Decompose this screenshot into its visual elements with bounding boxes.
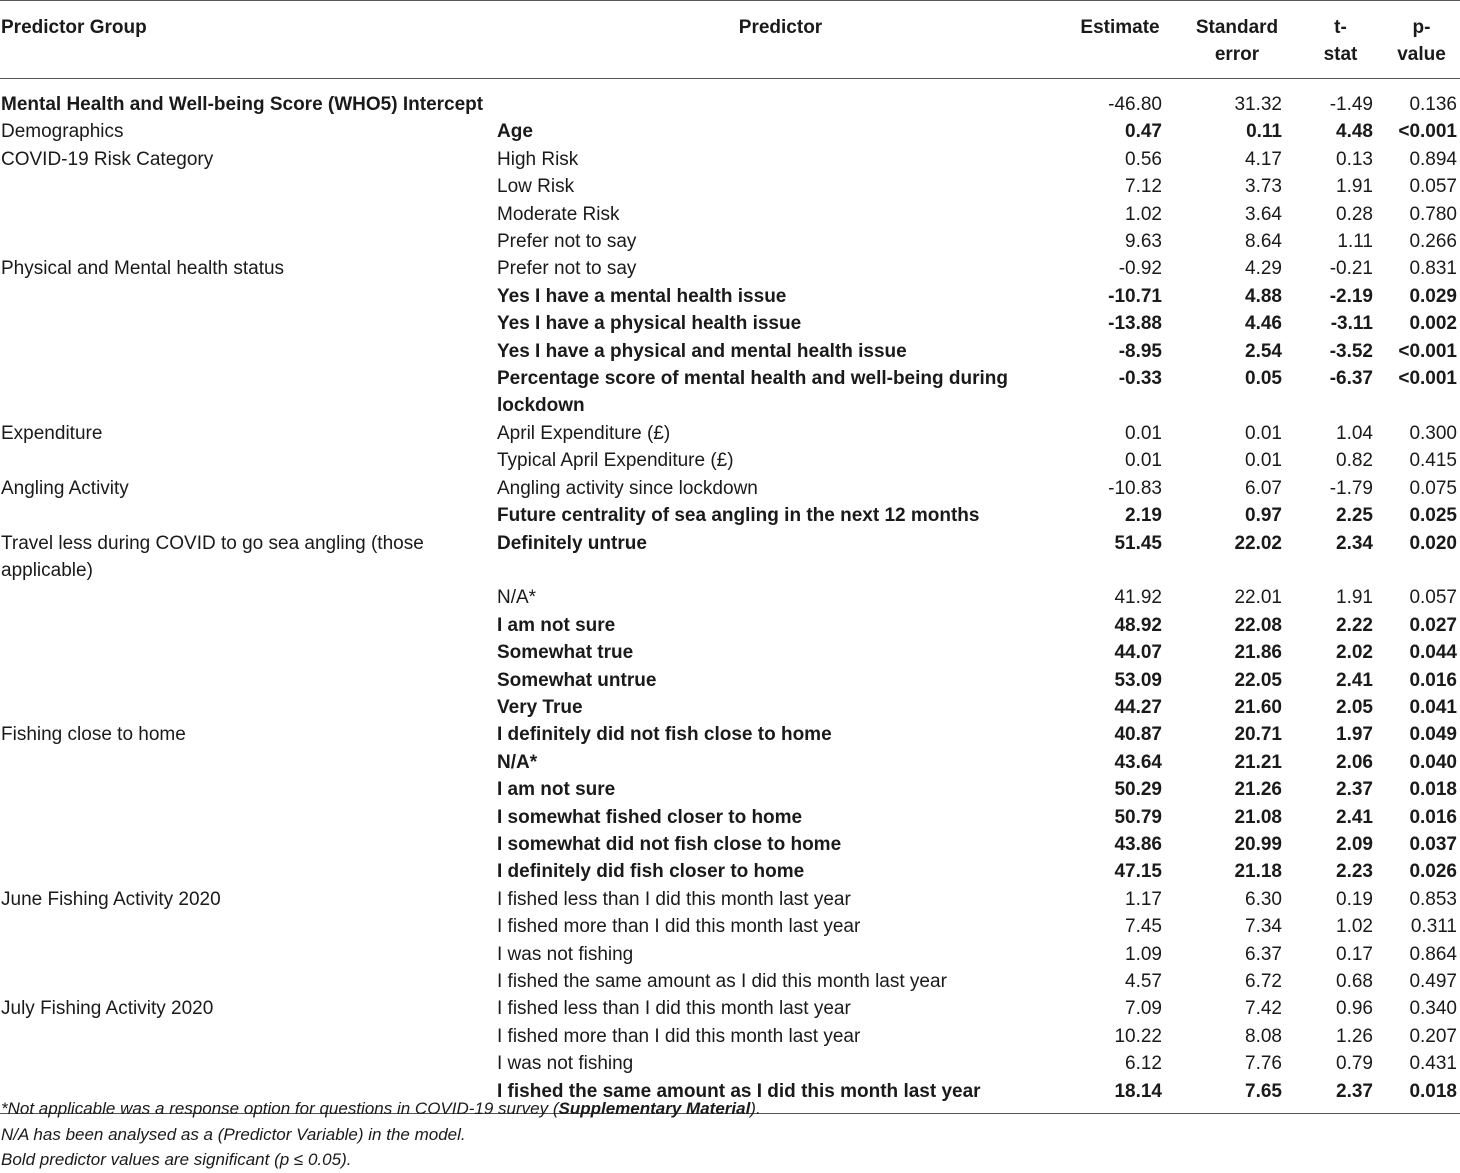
standard-error-cell: 7.42 bbox=[1245, 998, 1282, 1020]
header-standard-error: Standard error bbox=[1176, 1, 1298, 79]
predictor-group-cell: July Fishing Activity 2020 bbox=[1, 998, 214, 1020]
t-stat-cell: 2.25 bbox=[1336, 505, 1373, 527]
estimate-cell: 43.86 bbox=[1114, 833, 1162, 855]
table-row bbox=[0, 173, 1460, 200]
estimate-cell: -8.95 bbox=[1118, 340, 1162, 362]
standard-error-cell: 31.32 bbox=[1234, 94, 1282, 115]
estimate-cell: 44.27 bbox=[1114, 696, 1162, 718]
p-value-cell: 0.026 bbox=[1409, 861, 1457, 883]
estimate-cell: 51.45 bbox=[1114, 532, 1162, 554]
predictor-cell: High Risk bbox=[497, 148, 579, 170]
predictor-cell: Definitely untrue bbox=[497, 532, 647, 554]
table-row bbox=[0, 831, 1460, 858]
standard-error-cell: 7.34 bbox=[1245, 916, 1282, 938]
table-row bbox=[0, 79, 1460, 119]
predictor-cell: I definitely did fish closer to home bbox=[497, 861, 805, 883]
footnote-significance: Bold predictor values are significant (p ≤ 0.05). bbox=[1, 1150, 352, 1169]
p-value-cell: 0.002 bbox=[1409, 313, 1457, 335]
p-value-cell: 0.136 bbox=[1409, 94, 1457, 115]
standard-error-cell: 7.76 bbox=[1245, 1053, 1282, 1075]
table-row bbox=[0, 420, 1460, 447]
t-stat-cell: -2.19 bbox=[1329, 285, 1373, 307]
predictor-cell: Typical April Expenditure (£) bbox=[497, 450, 734, 472]
predictor-group-cell bbox=[0, 776, 497, 803]
p-value-cell: 0.266 bbox=[1409, 231, 1457, 253]
predictor-cell: I fished less than I did this month last year bbox=[497, 998, 851, 1020]
standard-error-cell: 8.08 bbox=[1245, 1025, 1282, 1047]
p-value-cell: 0.340 bbox=[1409, 998, 1457, 1020]
table-row bbox=[0, 995, 1460, 1022]
predictor-group-cell: Fishing close to home bbox=[1, 724, 186, 746]
estimate-cell: 47.15 bbox=[1114, 861, 1162, 883]
predictor-cell: Yes I have a physical and mental health issue bbox=[497, 340, 907, 362]
p-value-cell: 0.075 bbox=[1409, 477, 1457, 499]
t-stat-cell: 2.37 bbox=[1336, 779, 1373, 801]
predictor-cell: Somewhat true bbox=[497, 642, 634, 664]
predictor-group-cell: Physical and Mental health status bbox=[1, 258, 285, 280]
t-stat-cell: 0.19 bbox=[1336, 888, 1373, 910]
predictor-cell: I fished the same amount as I did this month last year bbox=[497, 1080, 981, 1102]
p-value-cell: 0.831 bbox=[1409, 258, 1457, 280]
t-stat-cell: 0.82 bbox=[1336, 450, 1373, 472]
predictor-group-cell bbox=[0, 365, 497, 420]
predictor-cell: April Expenditure (£) bbox=[497, 422, 671, 444]
header-estimate: Estimate bbox=[1064, 1, 1176, 79]
t-stat-cell: 0.17 bbox=[1336, 943, 1373, 965]
predictor-cell: Yes I have a mental health issue bbox=[497, 285, 787, 307]
predictor-group-cell: June Fishing Activity 2020 bbox=[1, 888, 221, 910]
table-body bbox=[0, 79, 1460, 1114]
p-value-cell: 0.016 bbox=[1409, 669, 1457, 691]
t-stat-cell: 4.48 bbox=[1336, 121, 1373, 143]
predictor-group-cell bbox=[0, 968, 497, 995]
standard-error-cell: 6.30 bbox=[1245, 888, 1282, 910]
predictor-cell: Age bbox=[497, 121, 533, 143]
t-stat-cell: -6.37 bbox=[1329, 368, 1373, 390]
estimate-cell: -0.33 bbox=[1118, 368, 1162, 390]
predictor-cell: Somewhat untrue bbox=[497, 669, 657, 691]
p-value-cell: 0.037 bbox=[1409, 833, 1457, 855]
table-row bbox=[0, 886, 1460, 913]
table-row bbox=[0, 228, 1460, 255]
standard-error-cell: 22.05 bbox=[1234, 669, 1282, 691]
predictor-cell: I was not fishing bbox=[497, 1053, 634, 1075]
table-row bbox=[0, 146, 1460, 173]
predictor-group-cell: COVID-19 Risk Category bbox=[1, 148, 214, 170]
predictor-cell: I fished the same amount as I did this month last year bbox=[497, 971, 947, 992]
t-stat-cell: 1.02 bbox=[1336, 916, 1373, 938]
standard-error-cell: 20.71 bbox=[1234, 724, 1282, 746]
p-value-cell: 0.864 bbox=[1409, 943, 1457, 965]
t-stat-cell: 2.09 bbox=[1336, 833, 1373, 855]
standard-error-cell: 6.37 bbox=[1245, 943, 1282, 965]
predictor-cell: Prefer not to say bbox=[497, 258, 637, 280]
estimate-cell: -13.88 bbox=[1108, 313, 1162, 335]
table-row bbox=[0, 1050, 1460, 1077]
estimate-cell: 50.29 bbox=[1114, 779, 1162, 801]
predictor-cell: I fished less than I did this month last year bbox=[497, 888, 851, 910]
table-header bbox=[0, 1, 1460, 79]
table-row bbox=[0, 365, 1460, 420]
t-stat-cell: 1.91 bbox=[1336, 176, 1373, 198]
t-stat-cell: -3.52 bbox=[1329, 340, 1373, 362]
estimate-cell: 6.12 bbox=[1125, 1053, 1162, 1075]
predictor-group-cell bbox=[0, 201, 497, 228]
header-row bbox=[0, 1, 1460, 79]
t-stat-cell: 0.28 bbox=[1336, 203, 1373, 225]
predictor-cell: Low Risk bbox=[497, 176, 575, 198]
estimate-cell: -10.83 bbox=[1108, 477, 1162, 499]
standard-error-cell: 0.11 bbox=[1246, 121, 1282, 143]
t-stat-cell: 0.79 bbox=[1336, 1053, 1373, 1075]
table-row bbox=[0, 118, 1460, 145]
t-stat-cell: 2.02 bbox=[1336, 642, 1373, 664]
t-stat-cell: 0.96 bbox=[1336, 998, 1373, 1020]
t-stat-cell: 2.34 bbox=[1336, 532, 1373, 554]
p-value-cell: 0.018 bbox=[1409, 1080, 1457, 1102]
table-row bbox=[0, 201, 1460, 228]
predictor-group-cell: Angling Activity bbox=[1, 477, 129, 499]
estimate-cell: 0.56 bbox=[1125, 148, 1162, 170]
standard-error-cell: 3.64 bbox=[1245, 203, 1282, 225]
table-footnotes bbox=[1, 1096, 761, 1173]
footnote-na-predictor: N/A has been analysed as a (Predictor Variable) in the model. bbox=[1, 1124, 466, 1144]
predictor-cell: I fished more than I did this month last year bbox=[497, 916, 861, 938]
table-row bbox=[0, 776, 1460, 803]
predictor-cell: Very True bbox=[497, 696, 583, 718]
p-value-cell: 0.207 bbox=[1409, 1025, 1457, 1047]
predictor-group-cell bbox=[0, 858, 497, 885]
t-stat-cell: 2.41 bbox=[1336, 806, 1373, 828]
predictor-cell: N/A* bbox=[497, 751, 538, 773]
predictor-group-cell bbox=[0, 584, 497, 611]
table-row bbox=[0, 584, 1460, 611]
standard-error-cell: 0.01 bbox=[1245, 422, 1282, 444]
t-stat-cell: -0.21 bbox=[1329, 258, 1373, 280]
table-row bbox=[0, 968, 1460, 995]
standard-error-cell: 7.65 bbox=[1245, 1080, 1282, 1102]
predictor-group-cell bbox=[0, 913, 497, 940]
p-value-cell: <0.001 bbox=[1398, 340, 1457, 362]
predictor-group-cell bbox=[0, 338, 497, 365]
t-stat-cell: -1.79 bbox=[1329, 477, 1373, 499]
table-row bbox=[0, 721, 1460, 748]
standard-error-cell: 8.64 bbox=[1245, 231, 1282, 253]
table-row bbox=[0, 530, 1460, 585]
predictor-group-cell bbox=[0, 283, 497, 310]
p-value-cell: 0.057 bbox=[1409, 587, 1457, 609]
t-stat-cell: 2.06 bbox=[1336, 751, 1373, 773]
standard-error-cell: 21.86 bbox=[1234, 642, 1282, 664]
table-row bbox=[0, 447, 1460, 474]
predictor-cell: Percentage score of mental health and well-being during lockdown bbox=[497, 368, 1008, 417]
predictor-cell: I somewhat fished closer to home bbox=[497, 806, 803, 828]
p-value-cell: 0.049 bbox=[1409, 724, 1457, 746]
predictor-group-cell: Expenditure bbox=[1, 422, 103, 444]
standard-error-cell: 4.29 bbox=[1245, 258, 1282, 280]
header-p-value: p- value bbox=[1383, 1, 1460, 79]
standard-error-cell: 22.02 bbox=[1234, 532, 1282, 554]
t-stat-cell: 1.26 bbox=[1336, 1025, 1373, 1047]
predictor-group-cell bbox=[0, 228, 497, 255]
estimate-cell: 48.92 bbox=[1114, 614, 1162, 636]
standard-error-cell: 0.05 bbox=[1245, 368, 1282, 390]
table-row bbox=[0, 941, 1460, 968]
standard-error-cell: 21.26 bbox=[1234, 779, 1282, 801]
p-value-cell: 0.029 bbox=[1409, 285, 1457, 307]
estimate-cell: 53.09 bbox=[1114, 669, 1162, 691]
p-value-cell: <0.001 bbox=[1398, 121, 1457, 143]
supplementary-material-ref: Supplementary Material bbox=[558, 1099, 751, 1118]
t-stat-cell: 1.04 bbox=[1336, 422, 1373, 444]
predictor-cell: Future centrality of sea angling in the next 12 months bbox=[497, 505, 980, 527]
predictor-cell: I am not sure bbox=[497, 614, 616, 636]
p-value-cell: 0.041 bbox=[1409, 696, 1457, 718]
t-stat-cell: 2.22 bbox=[1336, 614, 1373, 636]
header-predictor-group: Predictor Group bbox=[0, 1, 497, 79]
predictor-group-cell bbox=[0, 749, 497, 776]
table-row bbox=[0, 283, 1460, 310]
table-row bbox=[0, 502, 1460, 529]
header-predictor: Predictor bbox=[497, 1, 1064, 79]
p-value-cell: 0.415 bbox=[1409, 450, 1457, 472]
t-stat-cell: 2.41 bbox=[1336, 669, 1373, 691]
predictor-group-cell bbox=[0, 310, 497, 337]
standard-error-cell: 4.46 bbox=[1245, 313, 1282, 335]
predictor-cell: I fished more than I did this month last year bbox=[497, 1025, 861, 1047]
estimate-cell: 18.14 bbox=[1114, 1080, 1162, 1102]
table-row bbox=[0, 749, 1460, 776]
estimate-cell: 1.17 bbox=[1125, 888, 1162, 910]
estimate-cell: 43.64 bbox=[1114, 751, 1162, 773]
standard-error-cell: 21.08 bbox=[1234, 806, 1282, 828]
predictor-group-cell bbox=[0, 173, 497, 200]
standard-error-cell: 21.60 bbox=[1234, 696, 1282, 718]
standard-error-cell: 4.17 bbox=[1245, 148, 1282, 170]
estimate-cell: 4.57 bbox=[1125, 971, 1162, 992]
header-t-stat: t- stat bbox=[1298, 1, 1383, 79]
estimate-cell: 0.01 bbox=[1125, 450, 1162, 472]
standard-error-cell: 0.01 bbox=[1245, 450, 1282, 472]
estimate-cell: 7.12 bbox=[1125, 176, 1162, 198]
predictor-cell: I definitely did not fish close to home bbox=[497, 724, 832, 746]
predictor-cell: Angling activity since lockdown bbox=[497, 477, 758, 499]
standard-error-cell: 2.54 bbox=[1245, 340, 1282, 362]
predictor-cell: I was not fishing bbox=[497, 943, 634, 965]
t-stat-cell: 2.37 bbox=[1336, 1080, 1373, 1102]
predictor-group-cell bbox=[0, 612, 497, 639]
estimate-cell: 7.45 bbox=[1125, 916, 1162, 938]
estimate-cell: 1.09 bbox=[1125, 943, 1162, 965]
table-row bbox=[0, 475, 1460, 502]
predictor-group-cell bbox=[0, 1050, 497, 1077]
table-row bbox=[0, 338, 1460, 365]
table-row bbox=[0, 255, 1460, 282]
table-row bbox=[0, 858, 1460, 885]
predictor-cell: I am not sure bbox=[497, 779, 616, 801]
standard-error-cell: 20.99 bbox=[1234, 833, 1282, 855]
estimate-cell: 0.47 bbox=[1125, 121, 1162, 143]
predictor-group-cell bbox=[0, 831, 497, 858]
t-stat-cell: -1.49 bbox=[1329, 94, 1373, 115]
intercept-label: Mental Health and Well-being Score (WHO5) Intercept bbox=[1, 94, 484, 115]
standard-error-cell: 22.08 bbox=[1234, 614, 1282, 636]
p-value-cell: 0.894 bbox=[1409, 148, 1457, 170]
p-value-cell: 0.497 bbox=[1409, 971, 1457, 992]
t-stat-cell: 1.11 bbox=[1337, 231, 1373, 253]
table-row bbox=[0, 1023, 1460, 1050]
predictor-cell: N/A* bbox=[497, 587, 537, 609]
predictor-group-cell bbox=[0, 804, 497, 831]
p-value-cell: 0.027 bbox=[1409, 614, 1457, 636]
predictor-cell: Yes I have a physical health issue bbox=[497, 313, 802, 335]
predictor-group-cell: Travel less during COVID to go sea angling (those applicable) bbox=[1, 532, 424, 581]
t-stat-cell: -3.11 bbox=[1330, 313, 1373, 335]
t-stat-cell: 1.91 bbox=[1336, 587, 1373, 609]
standard-error-cell: 6.07 bbox=[1245, 477, 1282, 499]
p-value-cell: 0.431 bbox=[1409, 1053, 1457, 1075]
estimate-cell: 41.92 bbox=[1114, 587, 1162, 609]
standard-error-cell: 3.73 bbox=[1245, 176, 1282, 198]
estimate-cell: 44.07 bbox=[1114, 642, 1162, 664]
p-value-cell: 0.040 bbox=[1409, 751, 1457, 773]
predictor-cell: I somewhat did not fish close to home bbox=[497, 833, 842, 855]
predictor-group-cell bbox=[0, 639, 497, 666]
p-value-cell: 0.020 bbox=[1409, 532, 1457, 554]
p-value-cell: 0.018 bbox=[1409, 779, 1457, 801]
estimate-cell: 7.09 bbox=[1125, 998, 1162, 1020]
predictor-group-cell bbox=[0, 1023, 497, 1050]
estimate-cell: 9.63 bbox=[1125, 231, 1162, 253]
p-value-cell: 0.057 bbox=[1409, 176, 1457, 198]
standard-error-cell: 21.21 bbox=[1234, 751, 1282, 773]
p-value-cell: 0.025 bbox=[1409, 505, 1457, 527]
standard-error-cell: 6.72 bbox=[1245, 971, 1282, 992]
p-value-cell: 0.016 bbox=[1409, 806, 1457, 828]
table-row bbox=[0, 694, 1460, 721]
p-value-cell: 0.780 bbox=[1409, 203, 1457, 225]
table-row bbox=[0, 667, 1460, 694]
t-stat-cell: 0.68 bbox=[1336, 971, 1373, 992]
predictor-group-cell bbox=[0, 694, 497, 721]
t-stat-cell: 0.13 bbox=[1336, 148, 1373, 170]
predictor-group-cell bbox=[0, 502, 497, 529]
predictor-cell: Moderate Risk bbox=[497, 203, 620, 225]
table-row bbox=[0, 639, 1460, 666]
standard-error-cell: 22.01 bbox=[1234, 587, 1282, 609]
t-stat-cell: 2.23 bbox=[1336, 861, 1373, 883]
table-row bbox=[0, 913, 1460, 940]
estimate-cell: -0.92 bbox=[1118, 258, 1162, 280]
standard-error-cell: 0.97 bbox=[1245, 505, 1282, 527]
p-value-cell: 0.300 bbox=[1409, 422, 1457, 444]
estimate-cell: 2.19 bbox=[1125, 505, 1162, 527]
t-stat-cell: 2.05 bbox=[1336, 696, 1373, 718]
p-value-cell: 0.311 bbox=[1410, 916, 1457, 938]
table-row bbox=[0, 804, 1460, 831]
estimate-cell: 40.87 bbox=[1114, 724, 1162, 746]
predictor-group-cell bbox=[0, 941, 497, 968]
estimate-cell: 50.79 bbox=[1114, 806, 1162, 828]
table-row bbox=[0, 310, 1460, 337]
estimate-cell: -10.71 bbox=[1108, 285, 1162, 307]
estimate-cell: 0.01 bbox=[1125, 422, 1162, 444]
standard-error-cell: 21.18 bbox=[1234, 861, 1282, 883]
table-row bbox=[0, 612, 1460, 639]
predictor-group-cell bbox=[0, 447, 497, 474]
footnote-na-response: *Not applicable was a response option for questions in COVID-19 survey (Supplementary Material). bbox=[1, 1099, 761, 1118]
estimate-cell: 10.22 bbox=[1114, 1025, 1162, 1047]
predictor-group-cell bbox=[0, 667, 497, 694]
t-stat-cell: 1.97 bbox=[1336, 724, 1373, 746]
predictor-group-cell: Demographics bbox=[1, 121, 124, 143]
estimate-cell: 1.02 bbox=[1125, 203, 1162, 225]
standard-error-cell: 4.88 bbox=[1245, 285, 1282, 307]
estimate-cell: -46.80 bbox=[1108, 94, 1162, 115]
predictor-cell: Prefer not to say bbox=[497, 231, 637, 253]
p-value-cell: 0.044 bbox=[1409, 642, 1457, 664]
p-value-cell: <0.001 bbox=[1398, 368, 1457, 390]
p-value-cell: 0.853 bbox=[1409, 888, 1457, 910]
